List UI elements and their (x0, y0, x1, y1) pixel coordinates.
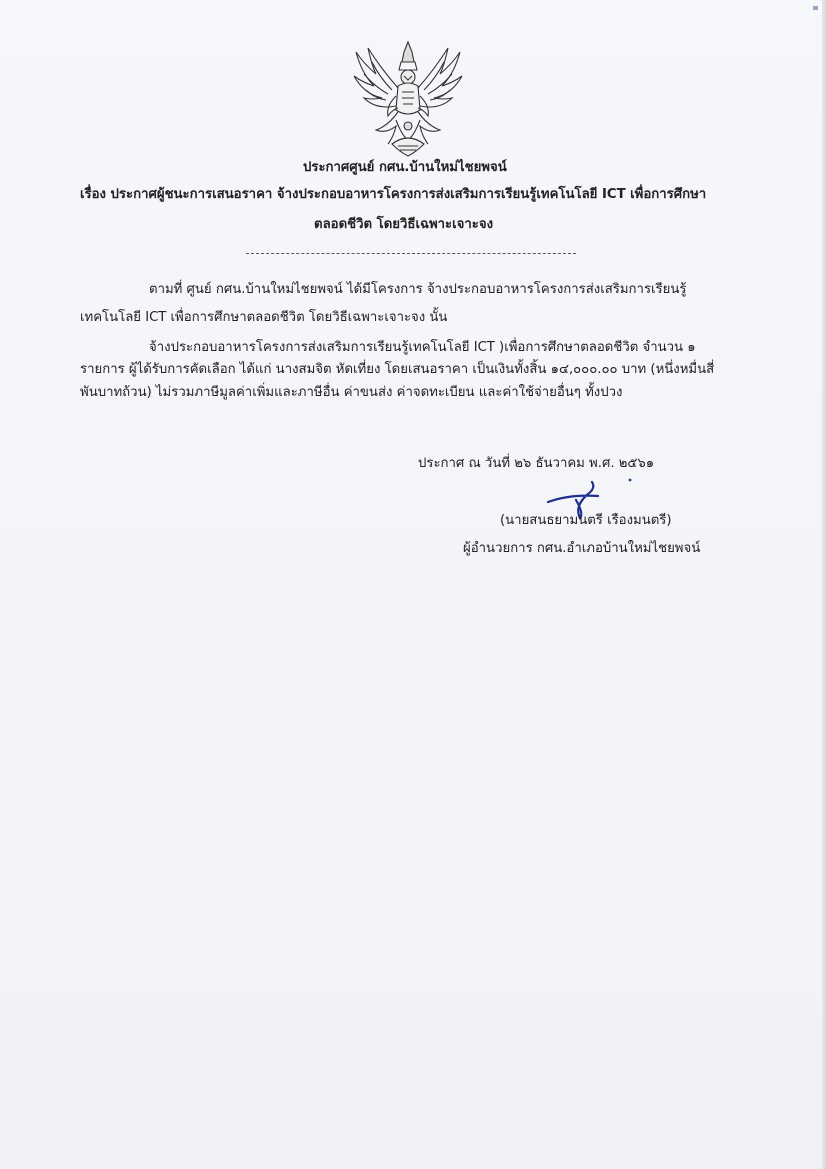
paragraph-2-line-2: รายการ ผู้ได้รับการคัดเลือก ได้แก่ นางสมจิต หัดเที่ยง โดยเสนอราคา เป็นเงินทั้งสิ้น ๑๔,๐๐๐.๐๐ บาท (หนึ่งหมื่นสี่ (80, 362, 715, 377)
header-separator (246, 253, 576, 254)
signer-name: (นายสนธยามนตรี เรืองมนตรี) (500, 513, 672, 528)
subject-line-2: ตลอดชีวิต โดยวิธีเฉพาะเจาะจง (314, 217, 494, 232)
signer-position: ผู้อำนวยการ กศน.อำเภอบ้านใหม่ไชยพจน์ (463, 541, 701, 556)
paragraph-1-line-1: ตามที่ ศูนย์ กศน.บ้านใหม่ไชยพจน์ ได้มีโครงการ จ้างประกอบอาหารโครงการส่งเสริมการเรียนรู้ (149, 282, 687, 297)
announcement-title: ประกาศศูนย์ กศน.บ้านใหม่ไชยพจน์ (303, 160, 507, 175)
announcement-date: ประกาศ ณ วันที่ ๒๖ ธันวาคม พ.ศ. ๒๕๖๑ (418, 456, 655, 471)
paragraph-2-line-1: จ้างประกอบอาหารโครงการส่งเสริมการเรียนรู้เทคโนโลยี ICT )เพื่อการศึกษาตลอดชีวิต จำนวน ๑ (149, 340, 696, 355)
page-edge (822, 0, 826, 1169)
scan-mark (813, 6, 818, 10)
subject-line-1: เรื่อง ประกาศผู้ชนะการเสนอราคา จ้างประกอบอาหารโครงการส่งเสริมการเรียนรู้เทคโนโลยี ICT เพื่อการศึกษา (80, 187, 707, 202)
paragraph-1-line-2: เทคโนโลยี ICT เพื่อการศึกษาตลอดชีวิต โดยวิธีเฉพาะเจาะจง นั้น (80, 310, 448, 325)
garuda-emblem-icon (352, 40, 464, 158)
paragraph-2-line-3: พันบาทถ้วน) ไม่รวมภาษีมูลค่าเพิ่มและภาษีอื่น ค่าขนส่ง ค่าจดทะเบียน และค่าใช้จ่ายอื่นๆ ทั้งปวง (80, 385, 623, 400)
